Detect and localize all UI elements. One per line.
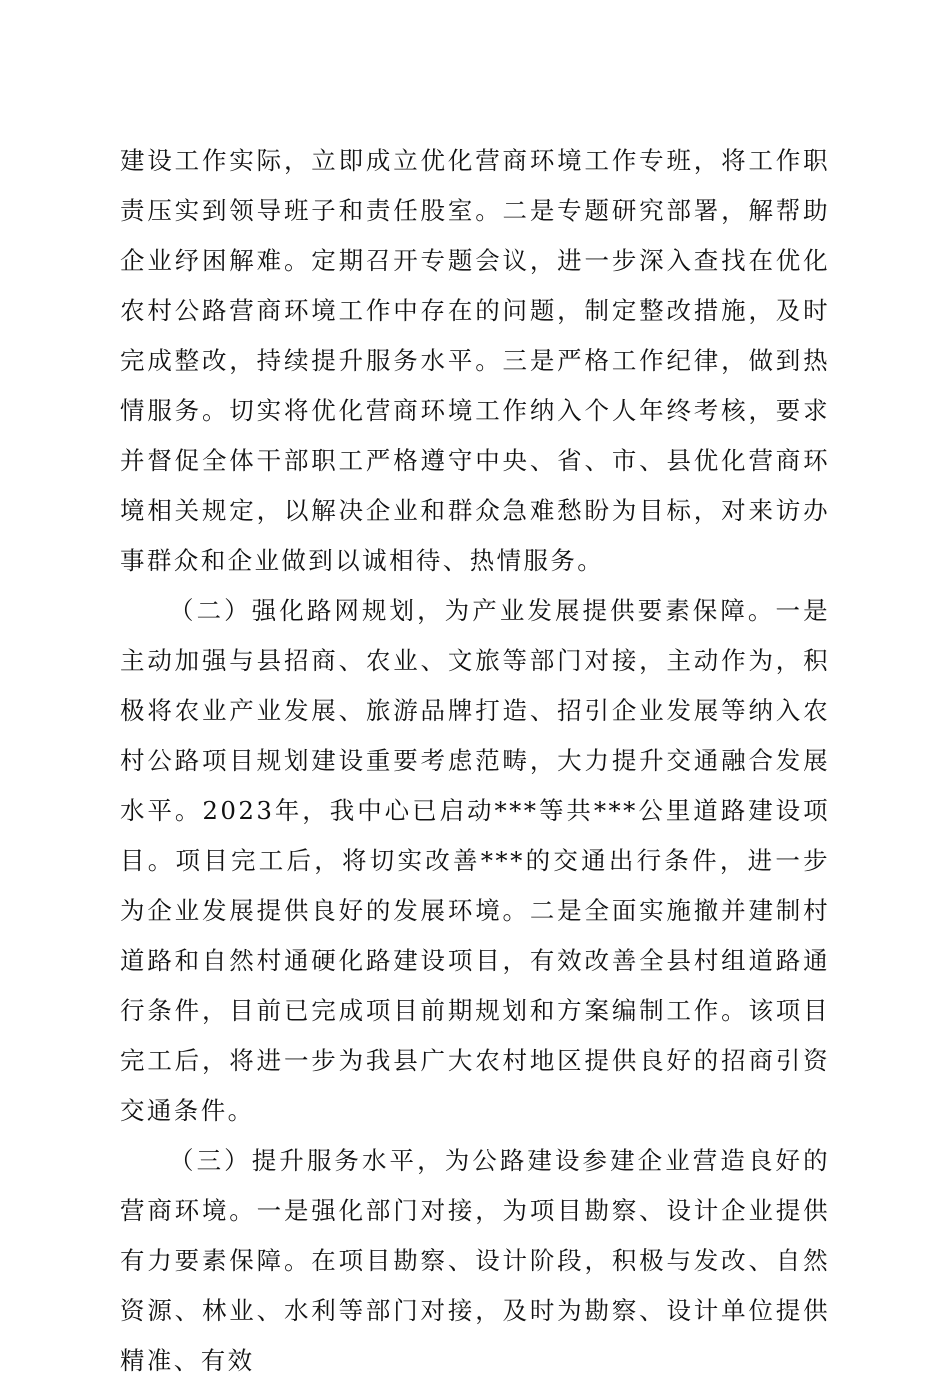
paragraph-continuation bbox=[120, 136, 830, 586]
paragraph-section-3 bbox=[120, 1136, 830, 1386]
paragraph-text: 一是主动加强与县招商、农业、文旅等部门对接，主动作为，积极将农业产业发展、旅游品牌打造、招引企业发展等纳入农村公路项目规划建设重要考虑范畴，大力提升交通融合发展水平。2023年，我中心已启动***等共***公里道路建设项目。项目完工后，将切实改善***的交通出行条件，进一步为企业发展提供良好的发展环境。二是全面实施撤并建制村道路和自然村通硬化路建设项目，有效改善全县村组道路通行条件，目前已完成项目前期规划和方案编制工作。该项目完工后，将进一步为我县广大农村地区提供良好的招商引资交通条件。 bbox=[120, 596, 830, 1125]
document-body bbox=[120, 136, 830, 1386]
paragraph-text: 一是强化部门对接，为项目勘察、设计企业提供有力要素保障。在项目勘察、设计阶段，积极与发改、自然资源、林业、水利等部门对接，及时为勘察、设计单位提供精准、有效 bbox=[120, 1196, 830, 1375]
section-heading: （三）提升服务水平，为公路建设参建企业营造良好的营商环境。 bbox=[120, 1146, 830, 1225]
section-heading: （二）强化路网规划，为产业发展提供要素保障。 bbox=[169, 596, 776, 625]
paragraph-section-2 bbox=[120, 586, 830, 1136]
paragraph-text: 建设工作实际，立即成立优化营商环境工作专班，将工作职责压实到领导班子和责任股室。二是专题研究部署，解帮助企业纾困解难。定期召开专题会议，进一步深入查找在优化农村公路营商环境工作中存在的问题，制定整改措施，及时完成整改，持续提升服务水平。三是严格工作纪律，做到热情服务。切实将优化营商环境工作纳入个人年终考核，要求并督促全体干部职工严格遵守中央、省、市、县优化营商环境相关规定，以解决企业和群众急难愁盼为目标，对来访办事群众和企业做到以诚相待、热情服务。 bbox=[120, 146, 830, 575]
